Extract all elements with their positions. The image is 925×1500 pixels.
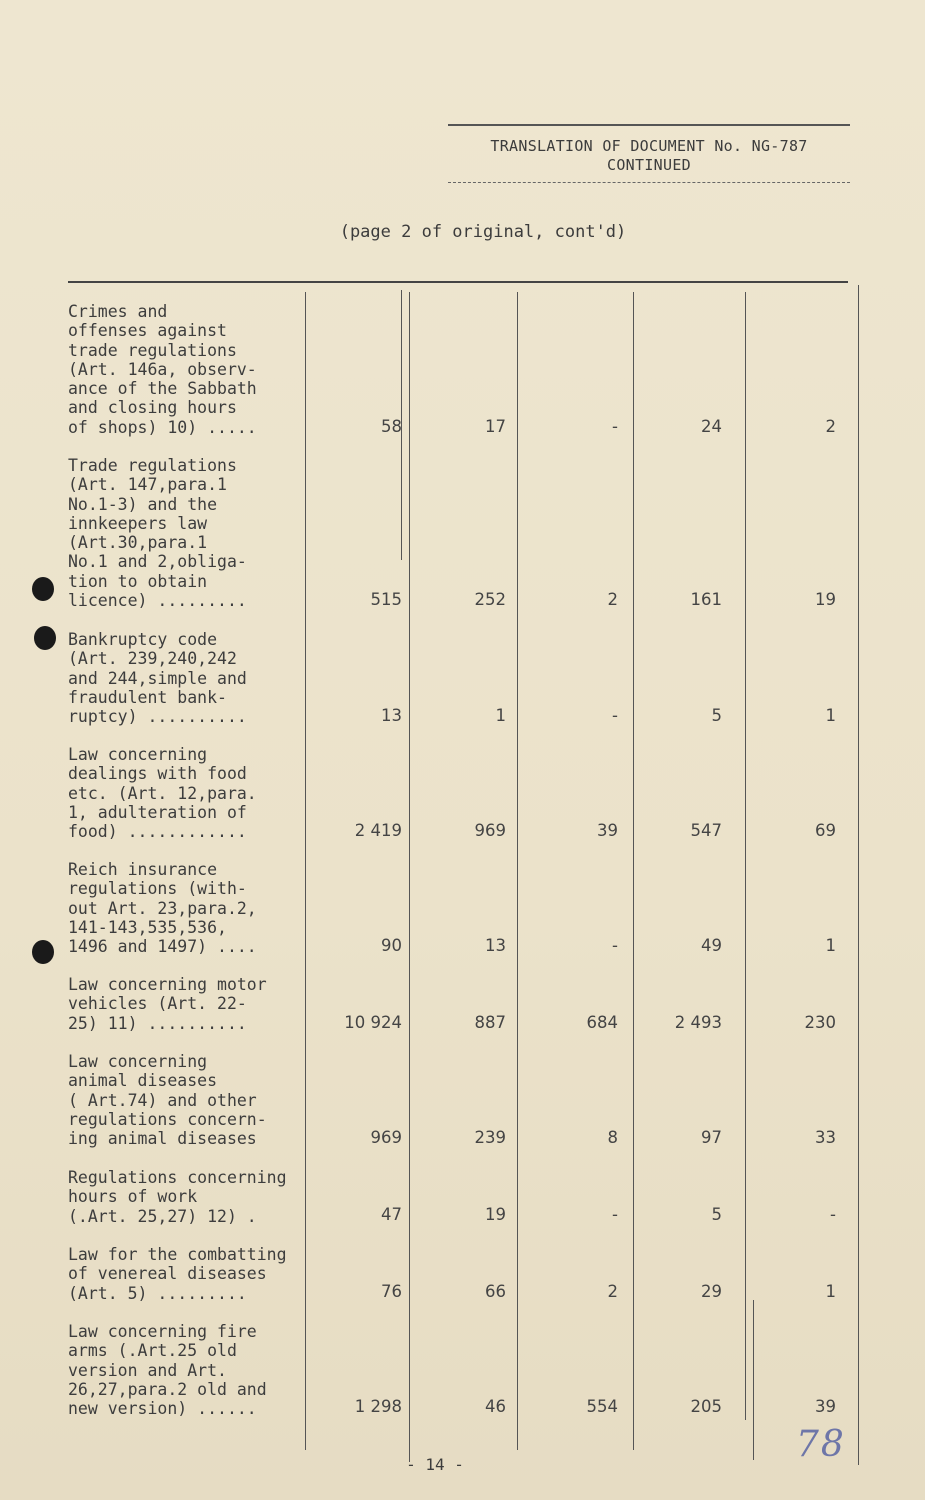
table-cell: 1 — [825, 936, 836, 955]
table-cell: 13 — [381, 706, 402, 725]
table-cell: 13 — [485, 936, 506, 955]
table-cell: 76 — [381, 1282, 402, 1301]
table-cell: 1 — [825, 1282, 836, 1301]
column-divider — [305, 292, 306, 1450]
table-top-rule — [68, 281, 848, 283]
header-bottom-rule — [448, 182, 850, 183]
table-cell: 1 — [495, 706, 506, 725]
punch-hole — [32, 577, 54, 601]
table-cell: 47 — [381, 1205, 402, 1224]
table-cell: 5 — [711, 1205, 722, 1224]
table-cell: - — [612, 1205, 618, 1224]
document-header — [448, 124, 850, 183]
column-divider — [633, 292, 634, 1450]
table-cell: 1 — [825, 706, 836, 725]
table-cell: 239 — [474, 1128, 506, 1147]
table-cell: - — [612, 936, 618, 955]
table-cell: 205 — [690, 1397, 722, 1416]
column-divider — [745, 292, 746, 1420]
table-cell: 8 — [607, 1128, 618, 1147]
table-cell: 5 — [711, 706, 722, 725]
column-divider — [858, 285, 859, 1465]
table-cell: 69 — [815, 821, 836, 840]
punch-hole — [34, 626, 56, 650]
table-cell: - — [612, 417, 618, 436]
table-cell: 39 — [597, 821, 618, 840]
table-row-label: Law concerning dealings with food etc. (Art. 12,para. 1, adulteration of food) ............ — [68, 745, 257, 842]
table-cell: 29 — [701, 1282, 722, 1301]
table-row-label: Regulations concerning hours of work (.Art. 25,27) 12) . — [68, 1168, 287, 1226]
table-cell: 2 — [607, 590, 618, 609]
table-cell: 2 493 — [674, 1013, 722, 1032]
table-cell: 90 — [381, 936, 402, 955]
table-cell: 46 — [485, 1397, 506, 1416]
table-cell: 39 — [815, 1397, 836, 1416]
table-row-label: Reich insurance regulations (with- out Art. 23,para.2, 141-143,535,536, 1496 and 1497) .... — [68, 860, 257, 957]
header-continued: CONTINUED — [607, 156, 691, 174]
page-subtitle: (page 2 of original, cont'd) — [339, 222, 627, 242]
header-top-rule — [448, 124, 850, 126]
table-cell: 19 — [485, 1205, 506, 1224]
table-cell: 969 — [474, 821, 506, 840]
table-cell: 1 298 — [354, 1397, 402, 1416]
header-title: TRANSLATION OF DOCUMENT No. NG-787 — [490, 137, 808, 155]
table-cell: 969 — [370, 1128, 402, 1147]
table-cell: 515 — [370, 590, 402, 609]
table-cell: 684 — [586, 1013, 618, 1032]
handwritten-mark: 78 — [796, 1424, 846, 1465]
page-number: - 14 - — [406, 1455, 464, 1474]
table-cell: 58 — [381, 417, 402, 436]
table-row-label: Bankruptcy code (Art. 239,240,242 and 244,simple and fraudulent bank- ruptcy) .......... — [68, 630, 247, 727]
table-cell: 19 — [815, 590, 836, 609]
table-cell: 2 — [607, 1282, 618, 1301]
table-row-label: Law concerning fire arms (.Art.25 old version and Art. 26,27,para.2 old and new version) ...... — [68, 1322, 267, 1419]
column-divider — [753, 1300, 754, 1460]
table-cell: - — [830, 1205, 836, 1224]
table-cell: 33 — [815, 1128, 836, 1147]
table-cell: 97 — [701, 1128, 722, 1147]
table-cell: 10 924 — [344, 1013, 402, 1032]
table-cell: 2 419 — [354, 821, 402, 840]
table-cell: 230 — [804, 1013, 836, 1032]
table-cell: - — [612, 706, 618, 725]
column-divider — [517, 292, 518, 1450]
table-cell: 252 — [474, 590, 506, 609]
table-cell: 161 — [690, 590, 722, 609]
table-cell: 49 — [701, 936, 722, 955]
table-row-label: Trade regulations (Art. 147,para.1 No.1-3) and the innkeepers law (Art.30,para.1 No.1 and 2,obliga- tion to obtain licence) ......... — [68, 456, 247, 611]
table-cell: 554 — [586, 1397, 618, 1416]
table-cell: 24 — [701, 417, 722, 436]
table-cell: 17 — [485, 417, 506, 436]
table-cell: 2 — [825, 417, 836, 436]
table-row-label: Law for the combatting of venereal diseases (Art. 5) ......... — [68, 1245, 287, 1303]
table-cell: 887 — [474, 1013, 506, 1032]
table-cell: 66 — [485, 1282, 506, 1301]
table-row-label: Law concerning animal diseases ( Art.74) and other regulations concern- ing animal diseases — [68, 1052, 267, 1149]
table-row-label: Crimes and offenses against trade regulations (Art. 146a, observ- ance of the Sabbath and closing hours of shops) 10) ..... — [68, 302, 257, 437]
table-row-label: Law concerning motor vehicles (Art. 22- 25) 11) .......... — [68, 975, 267, 1033]
table-cell: 547 — [690, 821, 722, 840]
punch-hole — [32, 940, 54, 964]
